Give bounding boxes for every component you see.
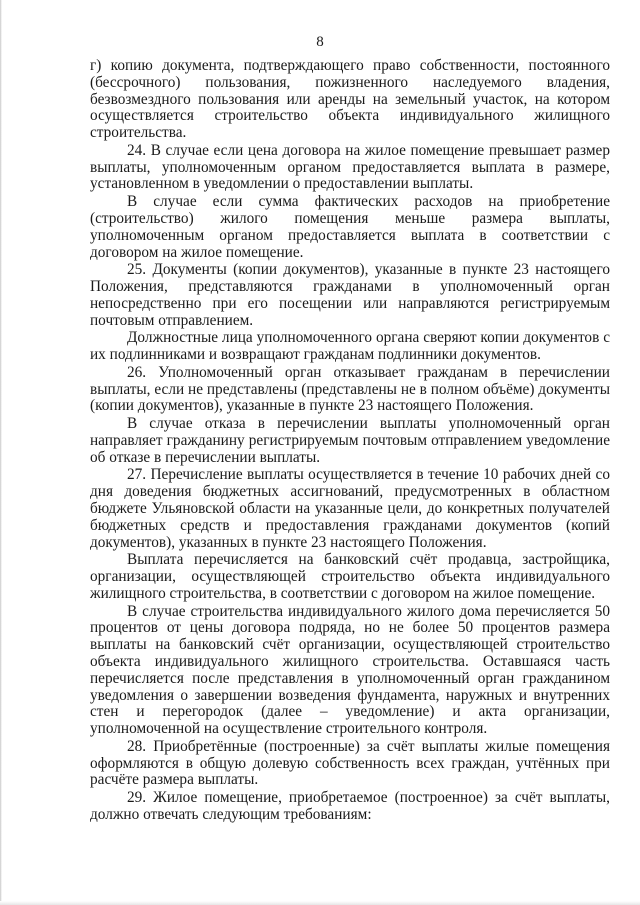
paragraph-25-part-2: Должностные лица уполномоченного органа сверяют копии документов с их подлинниками и возвращают гражданам подлинники документов. — [90, 329, 610, 364]
paragraph-item-g: г) копию документа, подтверждающего право собственности, постоянного (бессрочного) пользования, пожизненного наследуемого владения, безвозмездного пользования или аренды на земельный участок, на котором осуществляется строительство объекта индивидуального жилищного строительства. — [90, 57, 610, 142]
paragraph-26-part-2: В случае отказа в перечислении выплаты уполномоченный орган направляет гражданину регистрируемым почтовым отправлением уведомление об отказе в перечислении выплаты. — [90, 415, 610, 466]
paragraph-24-part-2: В случае если сумма фактических расходов на приобретение (строительство) жилого помещения меньше размера выплаты, уполномоченным органом предоставляется выплата в соответствии с договором на жилое помещение. — [90, 193, 610, 261]
paragraph-24: 24. В случае если цена договора на жилое помещение превышает размер выплаты, уполномоченным органом предоставляется выплата в размере, установленном в уведомлении о предоставлении выплаты. — [90, 141, 610, 193]
paragraph-28: 28. Приобретённые (построенные) за счёт выплаты жилые помещения оформляются в общую долевую собственность всех граждан, учтённых при расчёте размера выплаты. — [90, 737, 610, 789]
paragraph-25: 25. Документы (копии документов), указанные в пункте 23 настоящего Положения, представляются гражданами в уполномоченный орган непосредственно при его посещении или направляются регистрируемым почтовым отправлением. — [90, 261, 610, 329]
paragraph-27-part-2: Выплата перечисляется на банковский счёт продавца, застройщика, организации, осуществляющей строительство объекта индивидуального жилищного строительства, в соответствии с договором на жилое помещение. — [90, 551, 610, 602]
page-binding-edge — [0, 0, 2, 905]
document-body — [90, 58, 610, 825]
page-bottom-shadow — [0, 901, 640, 905]
page-number: 8 — [316, 34, 324, 50]
paragraph-29: 29. Жилое помещение, приобретаемое (построенное) за счёт выплаты, должно отвечать следующим требованиям: — [90, 789, 610, 823]
paragraph-27-part-3: В случае строительства индивидуального жилого дома перечисляется 50 процентов от цены договора подряда, но не более 50 процентов размера выплаты на банковский счёт организации, осуществляющей строительство объекта индивидуального жилищного строительства. Оставшаяся часть перечисляется после представления в уполномоченный орган гражданином уведомления о завершении возведения фундамента, наружных и внутренних стен и перегородок (далее – уведомление) и акта организации, уполномоченной на осуществление строительного контроля. — [90, 602, 610, 738]
paragraph-26: 26. Уполномоченный орган отказывает гражданам в перечислении выплаты, если не представлены (представлены не в полном объёме) документы (копии документов), указанные в пункте 23 настоящего Положения. — [90, 363, 610, 415]
paragraph-27: 27. Перечисление выплаты осуществляется в течение 10 рабочих дней со дня доведения бюджетных ассигнований, предусмотренных в областном бюджете Ульяновской области на указанные цели, до конкретных получателей бюджетных средств и предоставления гражданами документов (копий документов), указанных в пункте 23 настоящего Положения. — [90, 466, 610, 551]
